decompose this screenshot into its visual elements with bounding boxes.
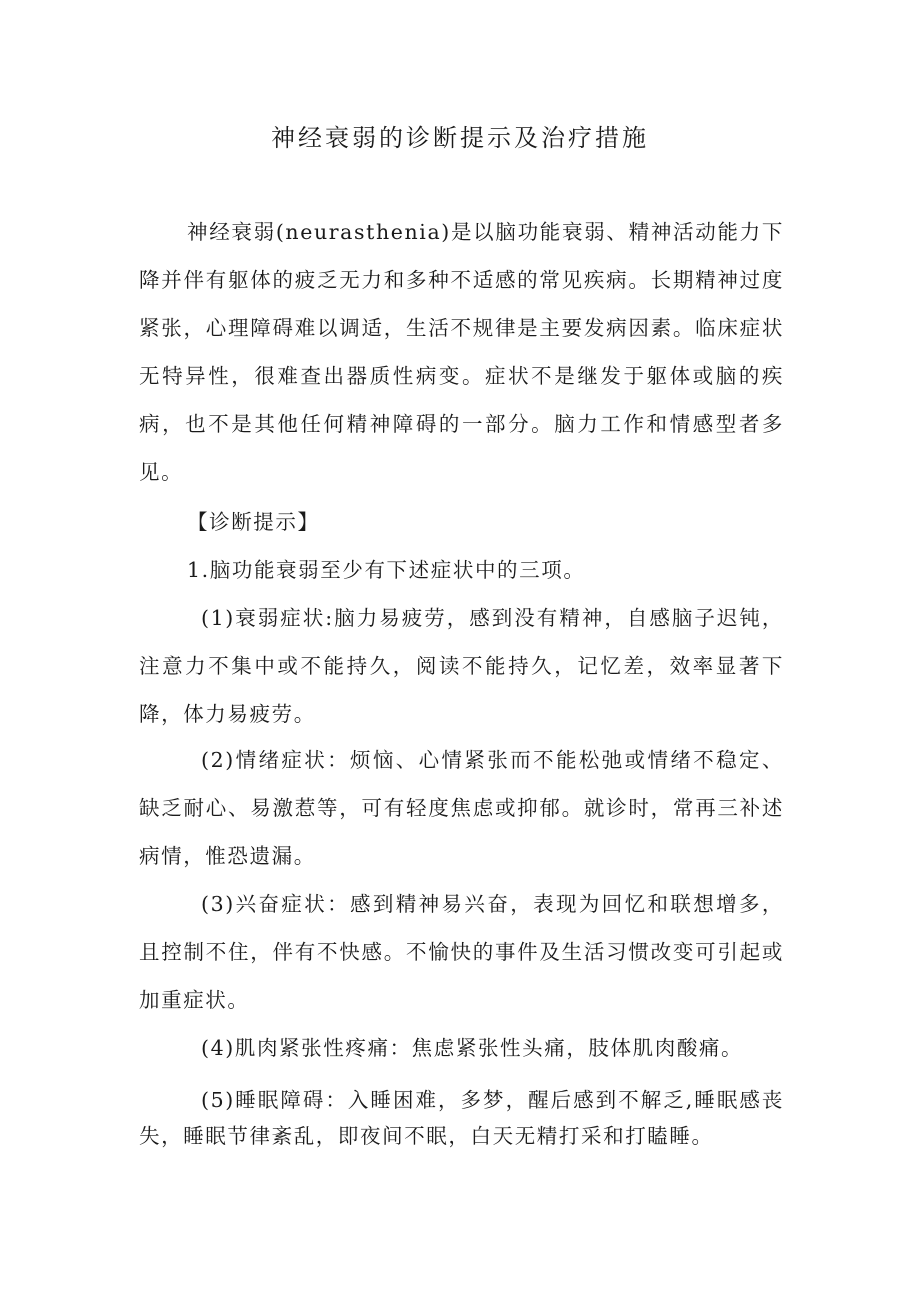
diagnosis-item-1: 1.脑功能衰弱至少有下述症状中的三项。 bbox=[187, 558, 586, 582]
symptom-excitement: (3)兴奋症状：感到精神易兴奋，表现为回忆和联想增多，且控制不住，伴有不快感。不愉快的事件及生活习惯改变可引起或加重症状。 bbox=[139, 892, 784, 1012]
symptom-weakness: (1)衰弱症状:脑力易疲劳，感到没有精神，自感脑子迟钝，注意力不集中或不能持久，阅读不能持久，记忆差，效率显著下降，体力易疲劳。 bbox=[139, 606, 784, 726]
symptom-sleep-disorder: (5)睡眠障碍：入睡困难，多梦，醒后感到不解乏,睡眠感丧失，睡眠节律紊乱，即夜间不眠，白天无精打采和打瞌睡。 bbox=[139, 1088, 784, 1148]
symptom-muscle-pain: (4)肌肉紧张性疼痛：焦虑紧张性头痛，肢体肌肉酸痛。 bbox=[201, 1036, 744, 1060]
symptom-emotional: (2)情绪症状：烦恼、心情紧张而不能松弛或情绪不稳定、缺乏耐心、易激惹等，可有轻度焦虑或抑郁。就诊时，常再三补述病情，惟恐遗漏。 bbox=[139, 748, 784, 868]
document-title: 神经衰弱的诊断提示及治疗措施 bbox=[271, 124, 649, 152]
diagnosis-heading: 【诊断提示】 bbox=[187, 510, 320, 534]
intro-paragraph: 神经衰弱(neurasthenia)是以脑功能衰弱、精神活动能力下降并伴有躯体的疲乏无力和多种不适感的常见疾病。长期精神过度紧张，心理障碍难以调适，生活不规律是主要发病因素。临床症状无特异性，很难查出器质性病变。症状不是继发于躯体或脑的疾病，也不是其他任何精神障碍的一部分。脑力工作和情感型者多见。 bbox=[139, 220, 784, 484]
